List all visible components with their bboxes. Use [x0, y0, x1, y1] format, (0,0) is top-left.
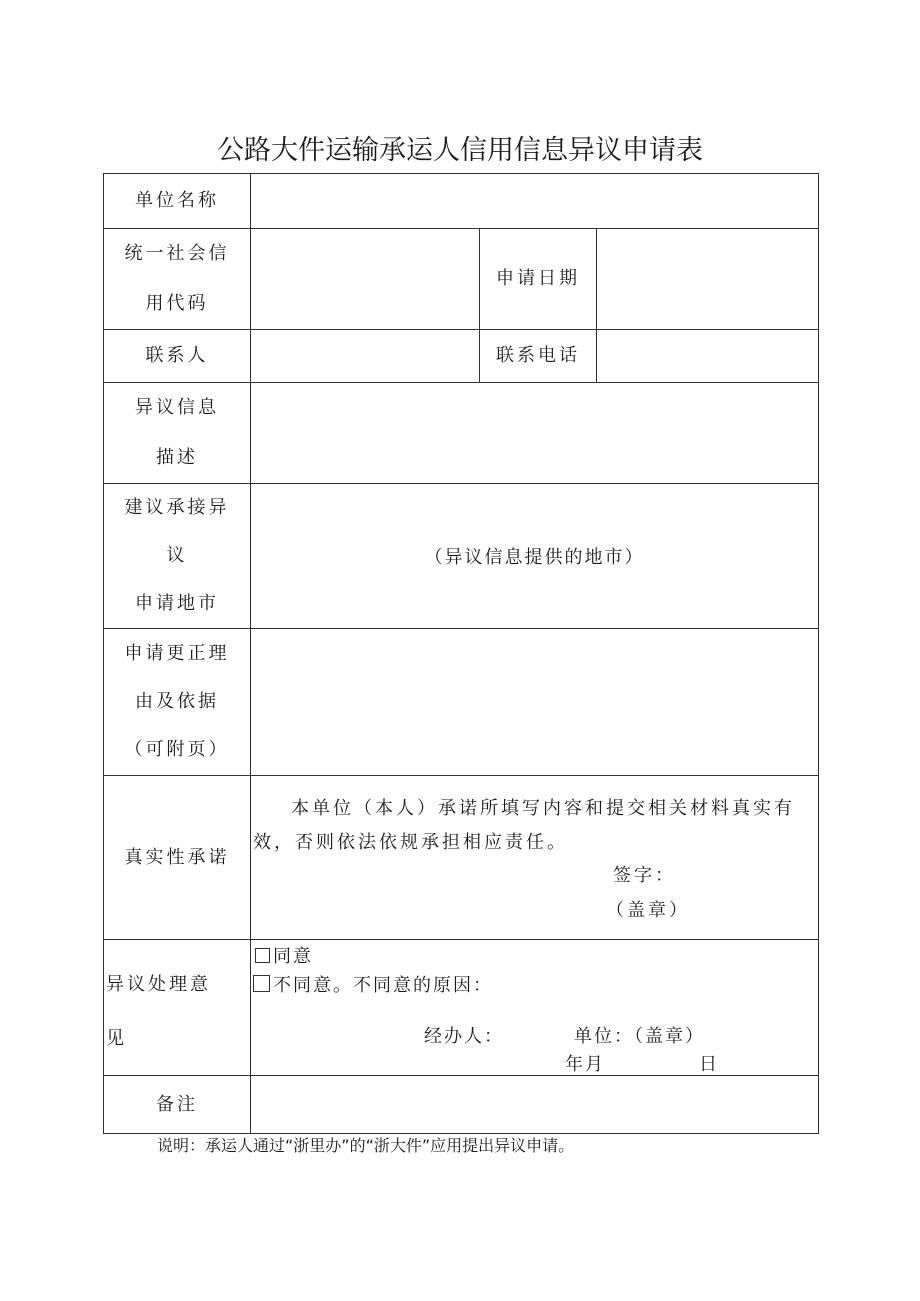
- label-authenticity: 真实性承诺: [104, 776, 251, 940]
- contact-phone-field[interactable]: [597, 330, 819, 383]
- remarks-field[interactable]: [251, 1076, 819, 1134]
- row-suggested-city: [104, 484, 819, 629]
- label-objection-desc: 异议信息 描述: [104, 383, 251, 484]
- label-contact-person: 联系人: [104, 330, 251, 383]
- label-credit-code: 统一社会信 用代码: [104, 229, 251, 330]
- disagree-checkbox[interactable]: [253, 975, 270, 992]
- commitment-sign-label: 签字：: [613, 865, 676, 886]
- contact-person-field[interactable]: [251, 330, 480, 383]
- handler-label: 经办人：: [424, 1026, 504, 1047]
- city-note: （异议信息提供的地市）: [424, 547, 645, 568]
- credit-code-field[interactable]: [251, 229, 480, 330]
- row-unit-name: [104, 174, 819, 229]
- objection-desc-field[interactable]: [251, 383, 819, 484]
- row-correction-reason: [104, 629, 819, 776]
- year-month-label: 年月: [565, 1054, 605, 1075]
- commitment-seal-label: （盖章）: [606, 900, 690, 921]
- row-remarks: [104, 1076, 819, 1134]
- label-contact-phone: 联系电话: [480, 330, 597, 383]
- apply-date-field[interactable]: [597, 229, 819, 330]
- row-objection-desc: [104, 383, 819, 484]
- suggested-city-field[interactable]: [251, 484, 819, 629]
- row-contact: [104, 330, 819, 383]
- disagree-option[interactable]: 不同意。不同意的原因：: [253, 971, 493, 997]
- label-apply-date: 申请日期: [480, 229, 597, 330]
- day-label: 日: [699, 1054, 719, 1075]
- commitment-cell: [251, 776, 819, 940]
- application-form-table: [103, 173, 819, 1134]
- agree-option[interactable]: 同意: [255, 942, 313, 968]
- row-authenticity: [104, 776, 819, 940]
- label-correction-reason: 申请更正理 由及依据 （可附页）: [104, 629, 251, 776]
- label-unit-name: 单位名称: [104, 174, 251, 229]
- label-handling-opinion: 异议处理意 见: [104, 940, 251, 1076]
- footnote: 说明：承运人通过“浙里办”的“浙大件”应用提出异议申请。: [157, 1136, 575, 1155]
- commitment-text: 本单位（本人）承诺所填写内容和提交相关材料真实有效，否则依法依规承担相应责任。: [253, 798, 795, 853]
- agree-checkbox[interactable]: [255, 948, 270, 963]
- row-handling-opinion: [104, 940, 819, 1076]
- correction-reason-field[interactable]: [251, 629, 819, 776]
- unit-seal-label: 单位：（盖章）: [574, 1026, 705, 1047]
- row-credit-code: [104, 229, 819, 330]
- unit-name-field[interactable]: [251, 174, 819, 229]
- label-remarks: 备注: [104, 1076, 251, 1134]
- page-title: 公路大件运输承运人信用信息异议申请表: [217, 135, 703, 166]
- decision-cell: [251, 940, 819, 1076]
- label-suggested-city: 建议承接异 议 申请地市: [104, 484, 251, 629]
